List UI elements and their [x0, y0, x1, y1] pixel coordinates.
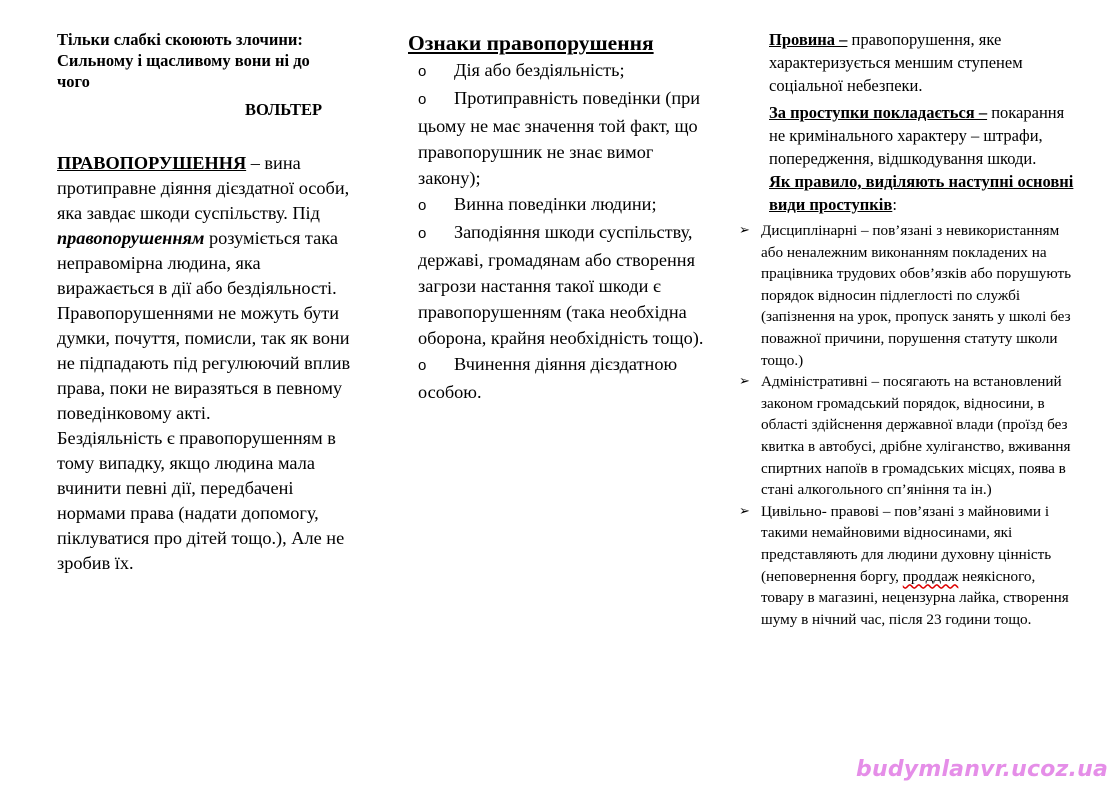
- arrow-bullet-icon: ➢: [739, 223, 750, 238]
- definition-term: ПРАВОПОРУШЕННЯ: [57, 153, 247, 173]
- misdemeanor-definition: Провина – правопорушення, яке характеризується меншим ступенем соціальної небезпеки.: [769, 30, 1023, 95]
- signs-list-item: o Заподіяння шкоди суспільству, державі, громадянам або створення загрози настання такої шкоди є правопорушенням (така необхідна оборона, крайня необхідність тощо).: [418, 222, 704, 348]
- paragraph-inaction: Бездіяльність є правопорушенням в тому випадку, якщо людина мала вчинити певні дії, передбачені нормами права (надати допомогу, піклуватися про дітей тощо.), Але не зробив їх.: [57, 428, 345, 573]
- signs-heading: Ознаки правопорушення: [408, 31, 654, 55]
- bullet-circle-icon: o: [418, 357, 427, 374]
- bullet-circle-icon: o: [418, 225, 427, 242]
- bullet-circle-icon: o: [418, 63, 427, 80]
- definition-term-italic: правопорушенням: [57, 228, 205, 248]
- epigraph-line-3: чого: [57, 72, 90, 91]
- bullet-circle-icon: o: [418, 91, 427, 108]
- spellcheck-flagged-word: проддаж: [902, 567, 959, 585]
- definition-text-b: розуміється така неправомірна людина, яка виражається в дії або бездіяльності.: [57, 228, 338, 298]
- misdemeanor-penalty: За проступки покладається – покарання не кримінального характеру – штрафи, попередження, відшкодування шкоди.: [769, 103, 1065, 168]
- epigraph-author: ВОЛЬТЕР: [245, 100, 323, 119]
- epigraph-line-2: Сильному і щасливому вони ні до: [57, 51, 310, 70]
- column-right: [739, 28, 1077, 630]
- signs-list-item: o Винна поведінки людини;: [418, 191, 714, 219]
- list-item: ➢ Дисциплінарні – пов’язані з невикористанням або неналежним виконанням покладених на працівника трудових обов’язків або порушують порядок відносин підлеглості по службі (запізнення на урок, пропуск занять у школі без поважної причини, порушення статуту школи тощо.): [739, 222, 1072, 369]
- arrow-bullet-icon: ➢: [739, 503, 750, 519]
- definition-text-a: – вина протиправне діяння дієздатної особи, яка завдає шкоди суспільству. Під: [57, 153, 350, 223]
- epigraph: [57, 29, 362, 92]
- list-item: ➢ Адміністративні – посягають на встановлений законом громадський порядок, відносини, в області здійснення державної влади (проїзд без квитка в автобусі, дрібне хуліганство, вживання спиртних напоїв в громадських місцях, поява в стані алкогольного сп’яніння та ін.): [739, 373, 1071, 499]
- bullet-circle-icon: o: [418, 197, 427, 214]
- definition-paragraph: [57, 151, 362, 301]
- watermark: budymlanvr.ucoz.ua: [856, 757, 1108, 782]
- epigraph-line-1: Тільки слабкі скоюють злочини:: [57, 30, 303, 49]
- signs-list-item: o Протиправність поведінки (при цьому не має значення той факт, що правопорушник не знає вимог закону);: [418, 88, 701, 188]
- list-item: ➢ Цивільно- правові – пов’язані з майновими і такими немайновими відносинами, які представляють для людини духовну цінність (неповернення боргу, проддаж неякісного, товару в магазині, нецензурна лайка, створення шуму в нічний час, після 23 години тощо.: [739, 502, 1069, 628]
- arrow-bullet-icon: ➢: [739, 374, 750, 390]
- column-middle: [408, 30, 714, 405]
- paragraph-not-offences: Правопорушеннями не можуть бути думки, почуття, помисли, так як вони не підпадають під регулюючий вплив права, поки не виразяться в певному поведінковому акті.: [57, 303, 351, 423]
- signs-list-item: o Дія або бездіяльність;: [418, 57, 714, 85]
- column-left: [57, 29, 362, 576]
- misdemeanor-types-heading: Як правило, виділяють наступні основні види проступків:: [769, 172, 1074, 214]
- signs-list: [408, 57, 714, 405]
- misdemeanor-types-list: [739, 220, 1077, 630]
- signs-list-item: o Вчинення діяння дієздатною особою.: [418, 354, 678, 402]
